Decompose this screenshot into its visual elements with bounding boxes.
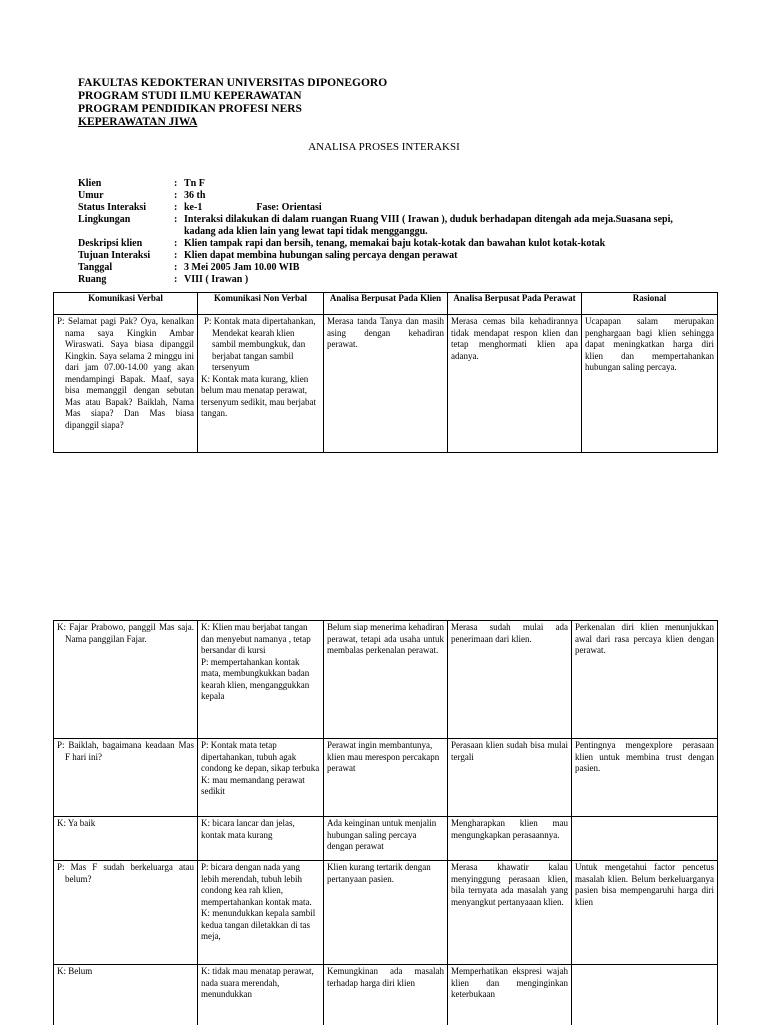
verbal-cell: P: Selamat pagi Pak? Oya, kenalkan nama saya Kingkin Ambar Wiraswati. Saya biasa dipanggil Kingkin. Saya selama 2 minggu ini dari jam 07.00-14.00 yang akan mendampingi Bapak. Maaf, saya bisa memanggil dengan sebutan Mas atau Bapak? Baiklah, Nama Mas siapa? Dan Mas biasa dipanggil siapa? xyxy=(54,315,198,453)
klien-analysis-cell: Kemungkinan ada masalah terhadap harga diri klien xyxy=(324,965,448,1025)
klien-value: Tn F xyxy=(184,178,205,189)
nonverbal-cell: P: Kontak mata tetap dipertahankan, tubuh agak condong ke depan, sikap terbuka K: mau memandang perawat sedikit xyxy=(198,739,324,817)
document-title: ANALISA PROSES INTERAKSI xyxy=(308,141,460,153)
perawat-analysis-cell: Perasaan klien sudah bisa mulai tergali xyxy=(448,739,572,817)
info-row-lingkungan: Lingkungan : Interaksi dilakukan di dalam ruangan Ruang VIII ( Irawan ), duduk berhadapan ditengah ada meja.Suasana sepi, kadang ada klien lain yang lewat tapi tidak mengganggu. xyxy=(78,214,704,238)
nonverbal-cell: K: Klien mau berjabat tangan dan menyebut namanya , tetap bersandar di kursi P: mempertahankan kontak mata, membungkukkan badan kearah klien, menganggukkan kepala xyxy=(198,621,324,739)
rasional-cell: Pentingnya mengexplore perasaan klien untuk membina trust dengan pasien. xyxy=(572,739,718,817)
klien-analysis-cell: Klien kurang tertarik dengan pertanyaan pasien. xyxy=(324,861,448,965)
info-row-deskripsi: Deskripsi klien : Klien tampak rapi dan bersih, tenang, memakai baju kotak-kotak dan bawahan kulot kotak-kotak xyxy=(78,238,704,250)
table-row xyxy=(54,965,718,1025)
verbal-cell: K: Fajar Prabowo, panggil Mas saja. Nama panggilan Fajar. xyxy=(54,621,198,739)
tujuan-value: Klien dapat membina hubungan saling percaya dengan perawat xyxy=(184,250,458,261)
klien-analysis-cell: Merasa tanda Tanya dan masih asing dengan kehadiran perawat. xyxy=(324,315,448,453)
study-program: PROGRAM STUDI ILMU KEPERAWATAN xyxy=(78,90,302,102)
nonverbal-cell: K: bicara lancar dan jelas, kontak mata kurang xyxy=(198,817,324,861)
faculty-name: FAKULTAS KEDOKTERAN UNIVERSITAS DIPONEGORO xyxy=(78,77,388,89)
nonverbal-cell: P: Kontak mata dipertahankan, Mendekat kearah klien sambil membungkuk, dan berjabat tangan sambil tersenyum K: Kontak mata kurang, klien belum mau menatap perawat, tersenyum sedikit, mau berjabat tangan. xyxy=(198,315,324,453)
table-row xyxy=(54,621,718,739)
column-header-nonverbal: Komunikasi Non Verbal xyxy=(198,293,324,315)
verbal-cell: K: Belum xyxy=(54,965,198,1025)
table-row xyxy=(54,739,718,817)
umur-value: 36 th xyxy=(184,190,206,201)
deskripsi-value: Klien tampak rapi dan bersih, tenang, memakai baju kotak-kotak dan bawahan kulot kotak-kotak xyxy=(184,238,606,249)
table-header-row xyxy=(54,293,718,315)
profession-program: PROGRAM PENDIDIKAN PROFESI NERS xyxy=(78,103,302,115)
klien-analysis-cell: Belum siap menerima kehadiran perawat, tetapi ada usaha untuk membalas perkenalan perawat. xyxy=(324,621,448,739)
perawat-analysis-cell: Merasa cemas bila kehadirannya tidak mendapat respon klien dan tetap menghormati klien apa adanya. xyxy=(448,315,582,453)
info-row-status: Status Interaksi : ke-1 Fase: Orientasi xyxy=(78,202,322,213)
info-row-klien: Klien : Tn F xyxy=(78,178,704,190)
verbal-cell: P: Mas F sudah berkeluarga atau belum? xyxy=(54,861,198,965)
info-row-ruang: Ruang : VIII ( Irawan ) xyxy=(78,274,704,286)
nonverbal-cell: P: bicara dengan nada yang lebih merendah, tubuh lebih condong kea rah klien, mempertahankan kontak mata. K: menundukkan kepala sambil kedua tangan diletakkan di tas meja, xyxy=(198,861,324,965)
perawat-analysis-cell: Merasa sudah mulai ada penerimaan dari klien. xyxy=(448,621,572,739)
department-name: KEPERAWATAN JIWA xyxy=(78,116,198,128)
rasional-cell: Perkenalan diri klien menunjukkan awal dari rasa percaya klien dengan perawat. xyxy=(572,621,718,739)
perawat-analysis-cell: Merasa khawatir kalau menyinggung perasaan klien, bila ternyata ada masalah yang menyangkut pertanyaaan klien. xyxy=(448,861,572,965)
verbal-cell: P: Baiklah, bagaimana keadaan Mas F hari ini? xyxy=(54,739,198,817)
lingkungan-value: Interaksi dilakukan di dalam ruangan Ruang VIII ( Irawan ), duduk berhadapan ditengah ada meja.Suasana sepi, kadang ada klien lain yang lewat tapi tidak mengganggu. xyxy=(184,214,673,237)
rasional-cell: Ucapapan salam merupakan penghargaan bagi klien sehingga dapat meningkatkan harga diri klien dan mempertahankan hubungan saling percaya. xyxy=(582,315,718,453)
rasional-cell xyxy=(572,817,718,861)
info-row-umur: Umur : 36 th xyxy=(78,190,704,202)
status-value: ke-1 xyxy=(184,202,203,213)
perawat-analysis-cell: Memperhatikan ekspresi wajah klien dan menginginkan keterbukaan xyxy=(448,965,572,1025)
tanggal-value: 3 Mei 2005 Jam 10.00 WIB xyxy=(184,262,300,273)
institution-header xyxy=(78,77,387,129)
rasional-cell: Untuk mengetahui factor pencetus masalah klien. Belum berkeluarganya pasien bisa mempengaruhi harga diri klien xyxy=(572,861,718,965)
column-header-klien: Analisa Berpusat Pada Klien xyxy=(324,293,448,315)
info-row-tujuan: Tujuan Interaksi : Klien dapat membina hubungan saling percaya dengan perawat xyxy=(78,250,704,262)
column-header-verbal: Komunikasi Verbal xyxy=(54,293,198,315)
column-header-perawat: Analisa Berpusat Pada Perawat xyxy=(448,293,582,315)
phase-value: Fase: Orientasi xyxy=(256,202,322,213)
nonverbal-cell: K: tidak mau menatap perawat, nada suara merendah, menundukkan xyxy=(198,965,324,1025)
klien-analysis-cell: Ada keinginan untuk menjalin hubungan saling percaya dengan perawat xyxy=(324,817,448,861)
table-row xyxy=(54,315,718,453)
client-info xyxy=(78,178,704,286)
interaction-table-1 xyxy=(53,292,718,453)
verbal-cell: K: Ya baik xyxy=(54,817,198,861)
column-header-rasional: Rasional xyxy=(582,293,718,315)
info-row-tanggal: Tanggal : 3 Mei 2005 Jam 10.00 WIB xyxy=(78,262,704,274)
table-row xyxy=(54,817,718,861)
klien-analysis-cell: Perawat ingin membantunya, klien mau merespon percakapn perawat xyxy=(324,739,448,817)
interaction-table-2 xyxy=(53,620,718,1025)
rasional-cell xyxy=(572,965,718,1025)
ruang-value: VIII ( Irawan ) xyxy=(184,274,249,285)
table-row xyxy=(54,861,718,965)
perawat-analysis-cell: Mengharapkan klien mau mengungkapkan perasaannya. xyxy=(448,817,572,861)
